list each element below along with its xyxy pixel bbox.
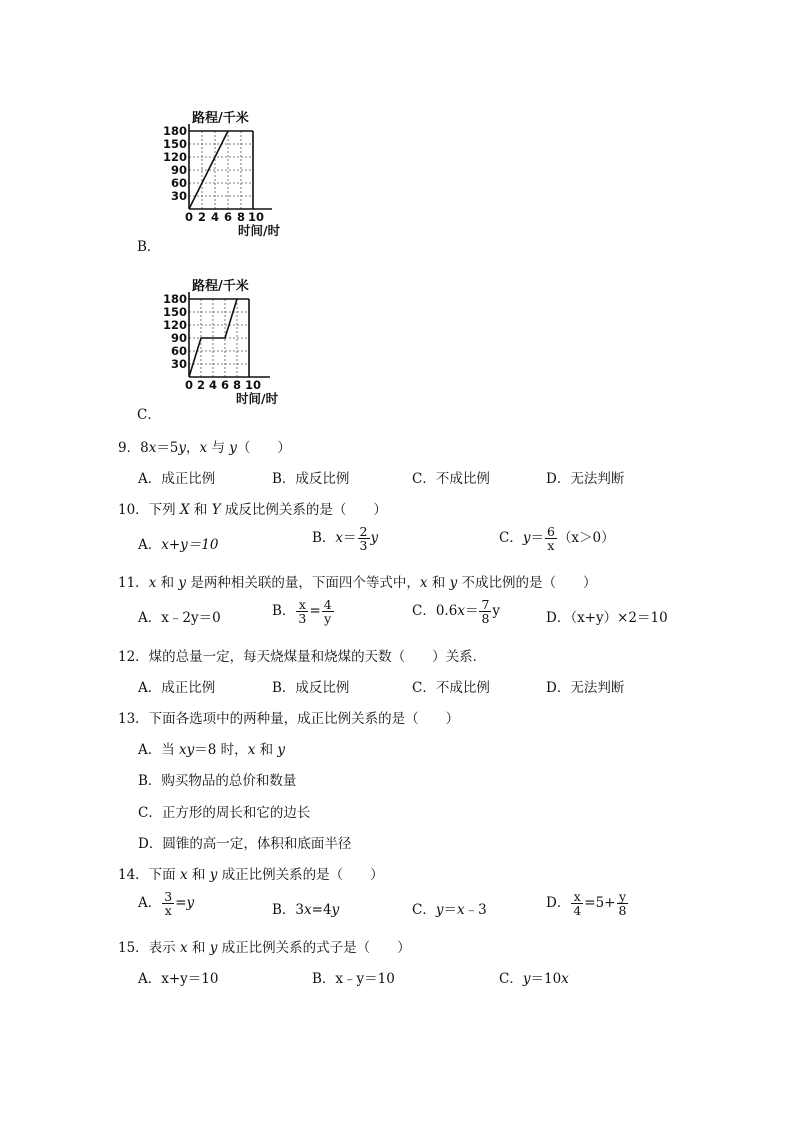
- question-12-option-c[interactable]: C．不成比例: [412, 680, 490, 696]
- question-13-option-a[interactable]: A．当 xy＝8 时，x 和 y: [138, 742, 286, 758]
- question-9-stem: 9．8x＝5y，x 与 y（ ）: [118, 440, 291, 456]
- question-15-option-a[interactable]: A．x+y＝10: [138, 971, 219, 987]
- question-9-option-d[interactable]: D．无法判断: [546, 471, 625, 487]
- graph-c-xtick: 8: [232, 378, 242, 392]
- question-11-option-b[interactable]: B． $\frac{x}{3}$ = $\frac{4}{y}$: [272, 597, 332, 627]
- graph-b-xlabel: 时间/时: [238, 223, 281, 238]
- graph-b: [160, 106, 300, 242]
- graph-c-xtick: 0: [184, 378, 194, 392]
- graph-b-xtick: 10: [247, 210, 265, 224]
- question-9-option-b[interactable]: B．成反比例: [272, 471, 350, 487]
- question-10-option-c[interactable]: C．y＝ $\frac{6}{x}$ （x＞0）: [499, 524, 615, 554]
- graph-b-ytick: 30: [170, 189, 187, 203]
- question-14-stem: 14．下面 x 和 y 成正比例关系的是（ ）: [118, 867, 384, 883]
- question-13-option-d[interactable]: D．圆锥的高一定，体积和底面半径: [138, 836, 352, 852]
- graph-b-xtick: 6: [223, 210, 233, 224]
- graph-b-label: B．: [137, 239, 161, 255]
- question-14-option-a[interactable]: A． $\frac{3}{x}$ =y: [138, 889, 195, 919]
- graph-c-ytick: 180: [162, 292, 187, 306]
- graph-b-xtick: 4: [210, 210, 220, 224]
- graph-c-ytick: 90: [170, 331, 187, 345]
- graph-b-xtick: 8: [236, 210, 246, 224]
- graph-c-xlabel: 时间/时: [236, 391, 279, 406]
- question-15-option-b[interactable]: B．x﹣y＝10: [312, 971, 395, 987]
- question-14-option-d[interactable]: D． $\frac{x}{4}$ =5+ $\frac{y}{8}$: [546, 889, 627, 919]
- graph-b-xtick: 2: [197, 210, 207, 224]
- question-14-option-c[interactable]: C．y＝x﹣3: [412, 902, 487, 918]
- graph-b-svg: [160, 106, 300, 238]
- question-11-option-d[interactable]: D．（x+y）×2＝10: [546, 610, 668, 626]
- graph-c-xtick: 6: [220, 378, 230, 392]
- question-10-stem: 10．下列 X 和 Y 成反比例关系的是（ ）: [118, 502, 387, 518]
- question-15-option-c[interactable]: C．y＝10x: [499, 971, 569, 987]
- graph-c-xtick: 10: [244, 378, 262, 392]
- graph-c-xtick: 4: [208, 378, 218, 392]
- question-14-option-b[interactable]: B．3x=4y: [272, 902, 340, 918]
- question-13-stem: 13．下面各选项中的两种量，成正比例关系的是（ ）: [118, 711, 460, 727]
- graph-b-ytick: 120: [162, 150, 187, 164]
- graph-c-ytick: 60: [170, 344, 187, 358]
- graph-b-xtick: 0: [184, 210, 194, 224]
- question-11-option-a[interactable]: A．x﹣2y＝0: [138, 610, 221, 626]
- graph-b-ytick: 90: [170, 163, 187, 177]
- question-12-stem: 12．煤的总量一定，每天烧煤量和烧煤的天数（ ）关系．: [118, 649, 487, 665]
- graph-b-ytick: 180: [162, 124, 187, 138]
- graph-c: [160, 274, 300, 410]
- graph-c-svg: [160, 274, 300, 406]
- question-10-option-a[interactable]: A．x+y＝10: [138, 537, 219, 553]
- graph-c-ylabel: 路程/千米: [192, 279, 249, 294]
- graph-b-ytick: 150: [162, 137, 187, 151]
- question-11-option-c[interactable]: C．0.6x＝ $\frac{7}{8}$ y: [412, 597, 501, 627]
- question-12-option-a[interactable]: A．成正比例: [138, 680, 216, 696]
- question-12-option-b[interactable]: B．成反比例: [272, 680, 350, 696]
- graph-c-label: C．: [137, 407, 161, 423]
- graph-c-ytick: 120: [162, 318, 187, 332]
- graph-b-ylabel: 路程/千米: [192, 111, 249, 126]
- question-13-option-b[interactable]: B．购买物品的总价和数量: [138, 773, 297, 789]
- graph-b-ytick: 60: [170, 176, 187, 190]
- question-9-option-c[interactable]: C．不成比例: [412, 471, 490, 487]
- question-13-option-c[interactable]: C．正方形的周长和它的边长: [138, 805, 311, 821]
- question-15-stem: 15．表示 x 和 y 成正比例关系的式子是（ ）: [118, 940, 411, 956]
- question-11-stem: 11．x 和 y 是两种相关联的量，下面四个等式中，x 和 y 不成比例的是（ ）: [118, 575, 597, 591]
- question-9-option-a[interactable]: A．成正比例: [138, 471, 216, 487]
- graph-c-xtick: 2: [196, 378, 206, 392]
- graph-c-ytick: 30: [170, 357, 187, 371]
- graph-c-ytick: 150: [162, 305, 187, 319]
- question-10-option-b[interactable]: B．x＝ $\frac{2}{3}$ y: [312, 524, 379, 554]
- question-12-option-d[interactable]: D．无法判断: [546, 680, 625, 696]
